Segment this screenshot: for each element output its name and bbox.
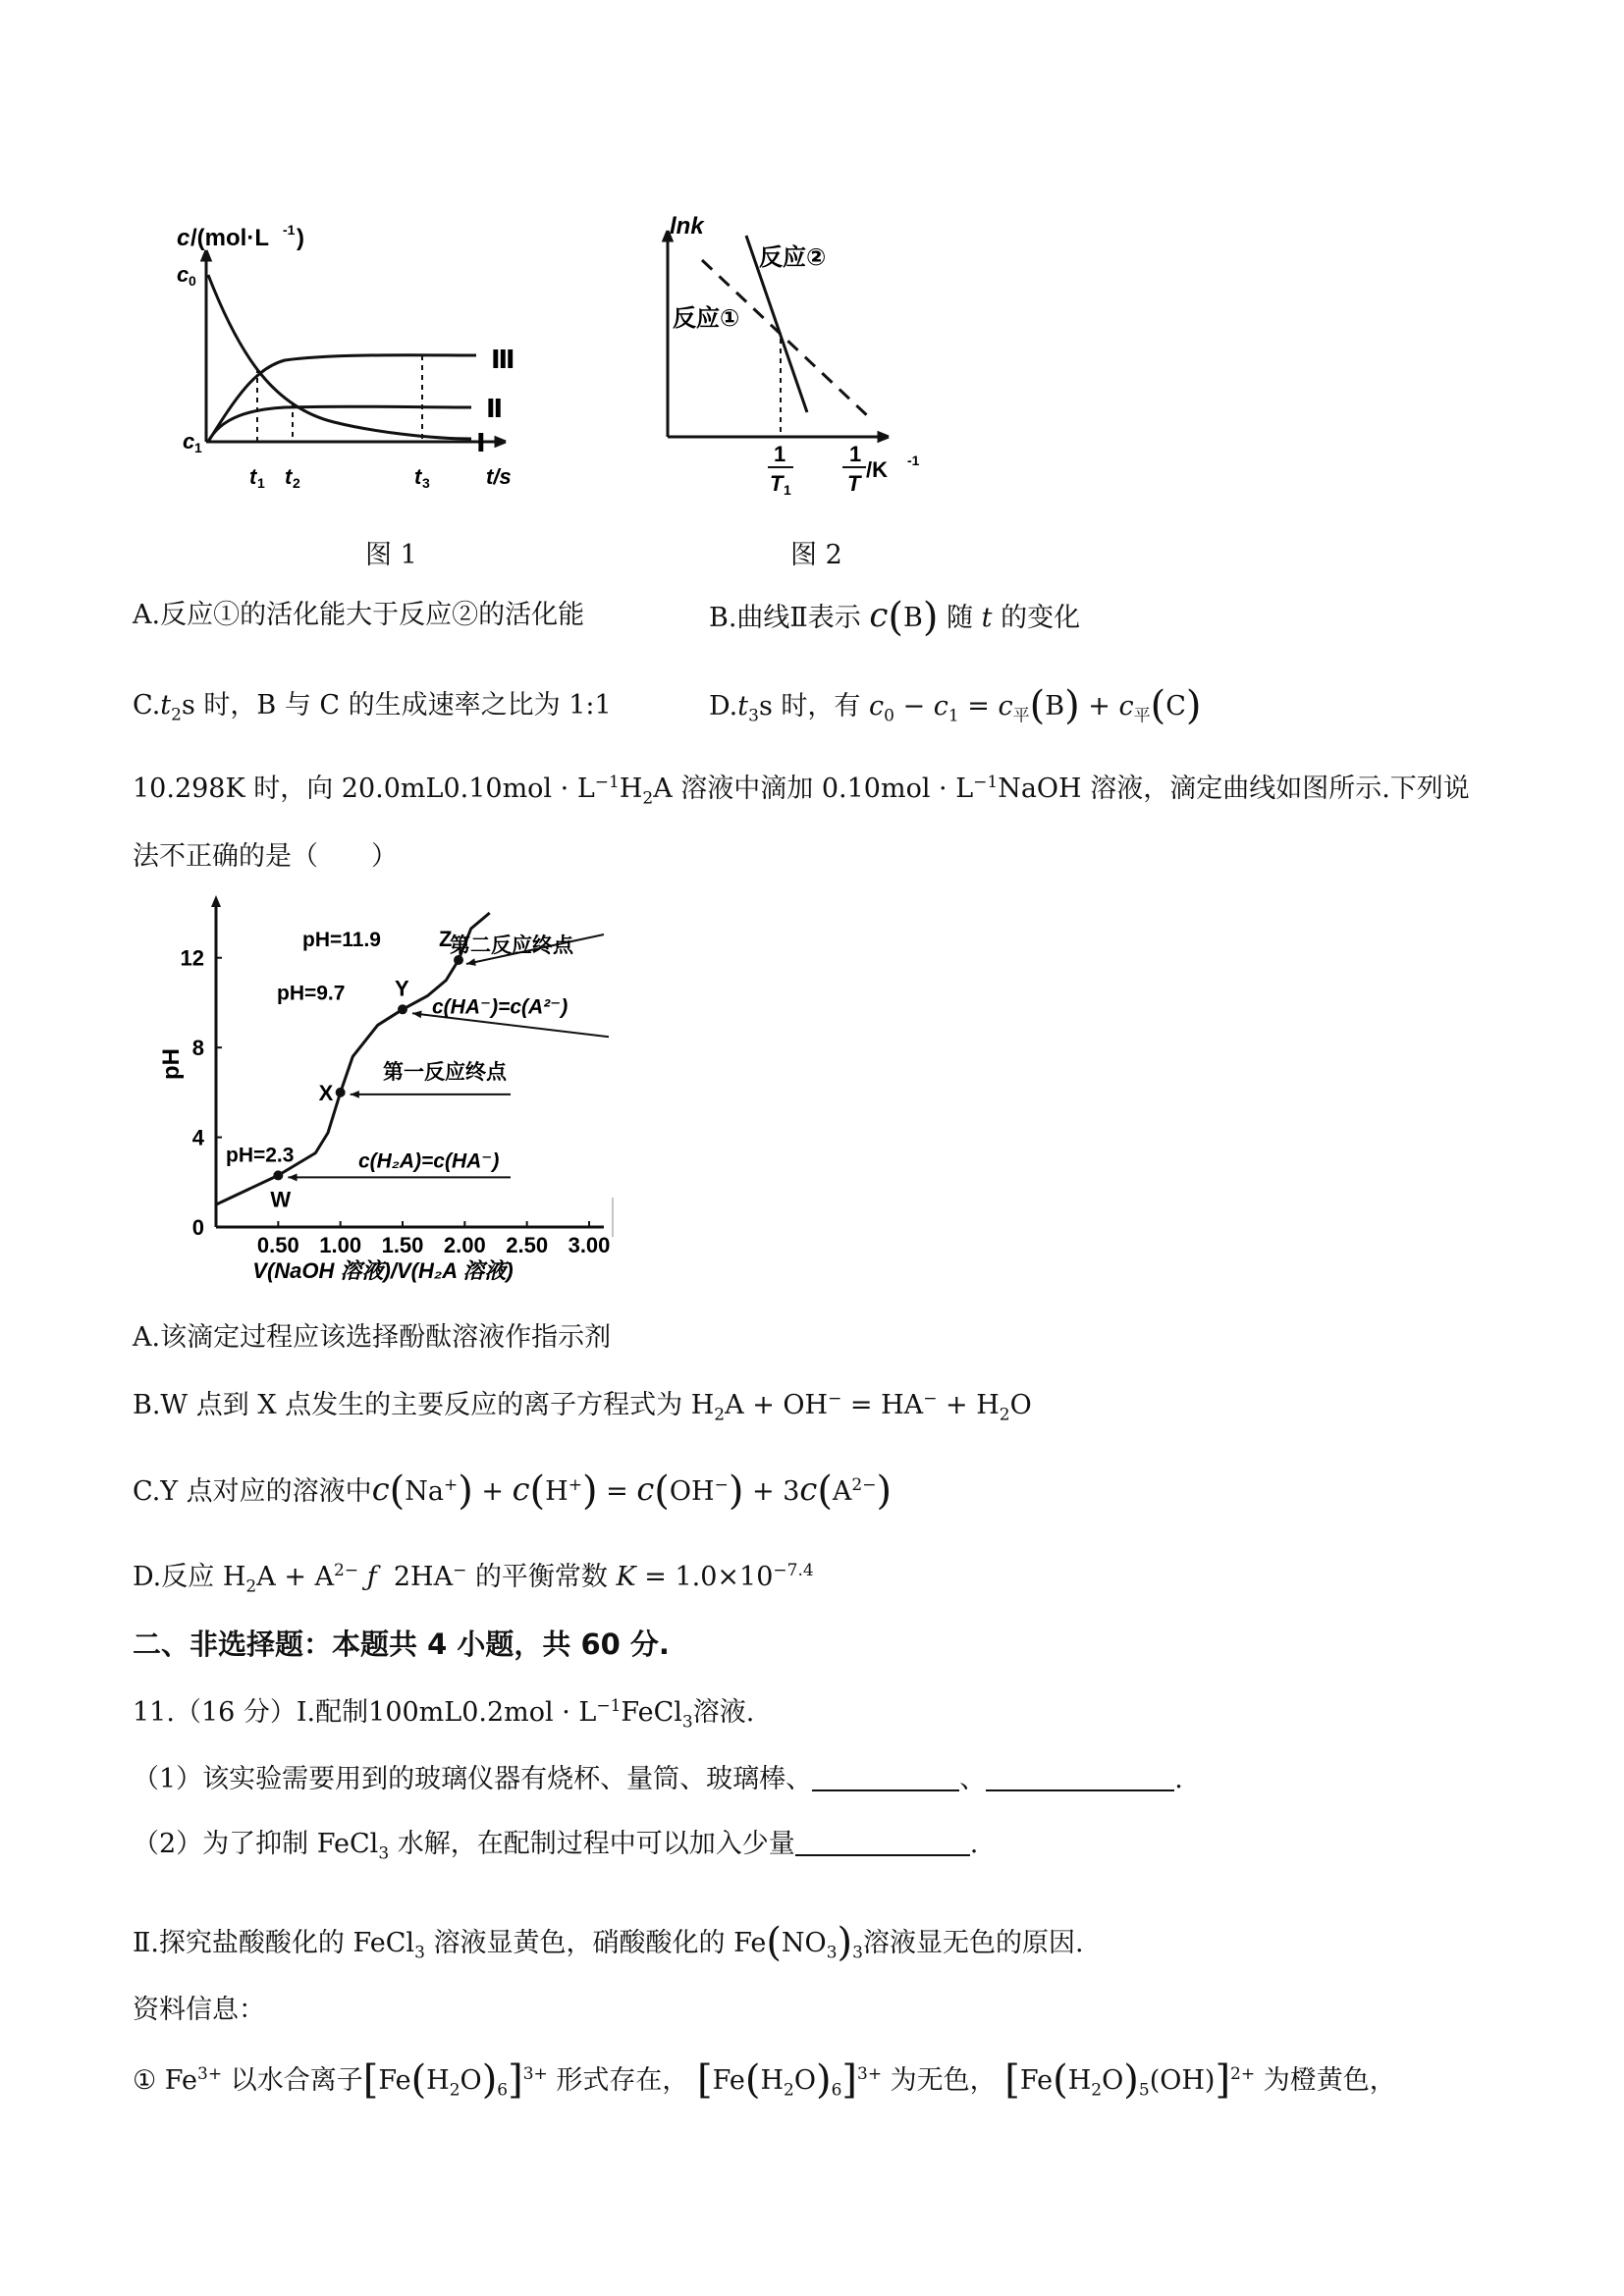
fig1-ylabel-unit: /(mol·L <box>190 225 269 251</box>
y-axis-label: pH <box>158 1048 185 1080</box>
q10-option-c: C.Y 点对应的溶液中$c(Na^+) + c(H^+) = c(OH^-) + 3c(A^{2-})$ <box>133 1468 893 1514</box>
answer-blank-1[interactable] <box>812 1766 959 1791</box>
fig1-t1-sub: 1 <box>257 475 265 491</box>
point-label-y: Y <box>395 976 409 1001</box>
arrow-second-end-head <box>466 958 476 966</box>
fig2-ylabel: lnk <box>670 216 704 240</box>
fig1-caption: 图 1 <box>365 540 417 570</box>
section-2-heading: 二、非选择题：本题共 4 小题，共 60 分. <box>133 1628 670 1661</box>
q11-part2: （2）为了抑制 FeCl$_3$ 水解，在配制过程中可以加入少量 . <box>133 1829 979 1864</box>
x-tick-label: 0.50 <box>256 1233 299 1257</box>
y-axis-arrow <box>211 895 221 907</box>
x-tick-label: 1.50 <box>381 1233 424 1257</box>
fig2-reaction1: 反应① <box>673 305 740 332</box>
fig2-x2-top: 1 <box>849 442 862 466</box>
fig1-label-I: Ⅰ <box>476 428 486 457</box>
annotation-ph-y: pH=9.7 <box>277 982 346 1005</box>
q10-option-a: A.该滴定过程应该选择酚酞溶液作指示剂 <box>133 1322 612 1353</box>
answer-blank-2[interactable] <box>986 1766 1174 1791</box>
q11-stem: 11.（16 分）Ⅰ.配制$100mL0.2mol \cdot L^{-1}FeCl_3$溶液. <box>133 1696 755 1733</box>
q10-option-d: D.反应 $H_2A + A^{2-}$ ƒ 2HA− 的平衡常数 $K = 1.0\times 10^{-7.4}$ <box>133 1561 814 1597</box>
point-label-x: X <box>318 1080 334 1105</box>
fig1-t3: t <box>414 464 422 489</box>
fig2-x1-sub: 1 <box>784 482 791 498</box>
fig1-c1: c <box>183 429 195 454</box>
x-tick-label: 2.00 <box>443 1233 486 1257</box>
arrow-w-eq-head <box>288 1174 297 1182</box>
y-tick-label: 0 <box>191 1215 204 1240</box>
figure-2 <box>648 216 943 510</box>
fig1-t3-sub: 3 <box>422 475 430 491</box>
fig1-label-III: Ⅲ <box>491 345 515 374</box>
titration-chart <box>147 893 638 1286</box>
x-tick-label: 1.00 <box>319 1233 362 1257</box>
q9-option-d: $D.t_3s$ 时，有 $c_0 - c_1 = c_平(B) + c_平(C)$ <box>709 683 1202 728</box>
q10-option-b: B.W 点到 X 点发生的主要反应的离子方程式为 $H_2A + OH^- = HA^- + H_2O$ <box>133 1389 1032 1425</box>
fig2-x2-unit: /K <box>866 457 888 482</box>
figure-1 <box>147 221 560 515</box>
annotation-ph-z: pH=11.9 <box>302 929 381 951</box>
fig1-ylabel-c: c <box>177 225 190 251</box>
y-tick-label: 8 <box>191 1036 204 1061</box>
fig1-c0: c <box>177 262 189 287</box>
answer-blank-3[interactable] <box>795 1831 970 1856</box>
fig1-t2-sub: 2 <box>293 475 300 491</box>
annotation-second-end: 第二反应终点 <box>450 934 573 957</box>
fig1-ylabel-exp: -1 <box>283 222 296 238</box>
q11-info-1: ① $Fe^{3+}$ 以水合离子$[Fe(H_2O)_6]^{3+}$ 形式存在， $[Fe(H_2O)_6]^{3+}$ 为无色， $[Fe(H_2O)_5(OH)]^{2+}$ 为橙黄色， <box>133 2057 1396 2103</box>
fig2-x1-top: 1 <box>774 442 786 466</box>
point-x <box>336 1088 346 1097</box>
fig1-c1-sub: 1 <box>194 440 202 455</box>
fig2-caption: 图 2 <box>790 540 842 570</box>
point-w <box>273 1170 283 1180</box>
x-tick-label: 3.00 <box>568 1233 611 1257</box>
arrow-first-end-head <box>351 1091 359 1098</box>
point-label-w: W <box>270 1187 292 1212</box>
x-tick-label: 2.50 <box>506 1233 549 1257</box>
fig2-x1-bottom: T <box>770 471 784 496</box>
q10-stem-line1: 10.298K 时，向 $20.0mL0.10mol \cdot L^{-1}H_2A$ 溶液中滴加 $0.10mol \cdot L^{-1}NaOH$ 溶液，滴定曲线如图所示.下列说 <box>133 773 1470 809</box>
annotation-first-end: 第一反应终点 <box>383 1060 507 1084</box>
point-label-z: Z <box>439 927 453 951</box>
fig2-x2-exp: -1 <box>907 453 920 468</box>
annotation-w-eq: c(H₂A)=c(HA⁻) <box>358 1149 500 1173</box>
q11-part-ii: Ⅱ.探究盐酸酸化的 FeCl$_3$ 溶液显黄色，硝酸酸化的 $Fe(NO_3)_3$溶液显无色的原因. <box>133 1920 1084 1965</box>
annotation-ph-w: pH=2.3 <box>226 1144 295 1167</box>
q11-info-heading: 资料信息： <box>133 1995 265 2025</box>
q11-part1: （1）该实验需要用到的玻璃仪器有烧杯、量筒、玻璃棒、 、 . <box>133 1764 1183 1794</box>
fig1-t2: t <box>285 464 293 489</box>
fig1-label-II: Ⅱ <box>486 394 504 423</box>
q9-option-a: A.反应①的活化能大于反应②的活化能 <box>133 600 585 630</box>
fig2-x2-bottom: T <box>847 471 861 496</box>
fig1-ylabel-close: ) <box>297 225 304 251</box>
fig1-c0-sub: 0 <box>189 273 196 289</box>
q9-option-b: B.曲线Ⅱ表示 c(B) 随 t 的变化 <box>709 595 1081 640</box>
x-axis-label: V(NaOH 溶液)/V(H₂A 溶液) <box>252 1258 514 1283</box>
y-tick-label: 12 <box>180 945 204 971</box>
fig2-reaction2: 反应② <box>759 244 827 271</box>
fig1-xlabel: t/s <box>486 464 512 489</box>
annotation-y-eq: c(HA⁻)=c(A²⁻) <box>432 995 568 1019</box>
y-tick-label: 4 <box>191 1125 204 1150</box>
q9-option-c: $C.t_2s$ 时，B 与 C 的生成速率之比为 1:1 <box>133 690 612 725</box>
fig1-t1: t <box>249 464 257 489</box>
point-y <box>398 1004 407 1014</box>
q10-stem-line2: 法不正确的是（ ） <box>133 841 398 872</box>
